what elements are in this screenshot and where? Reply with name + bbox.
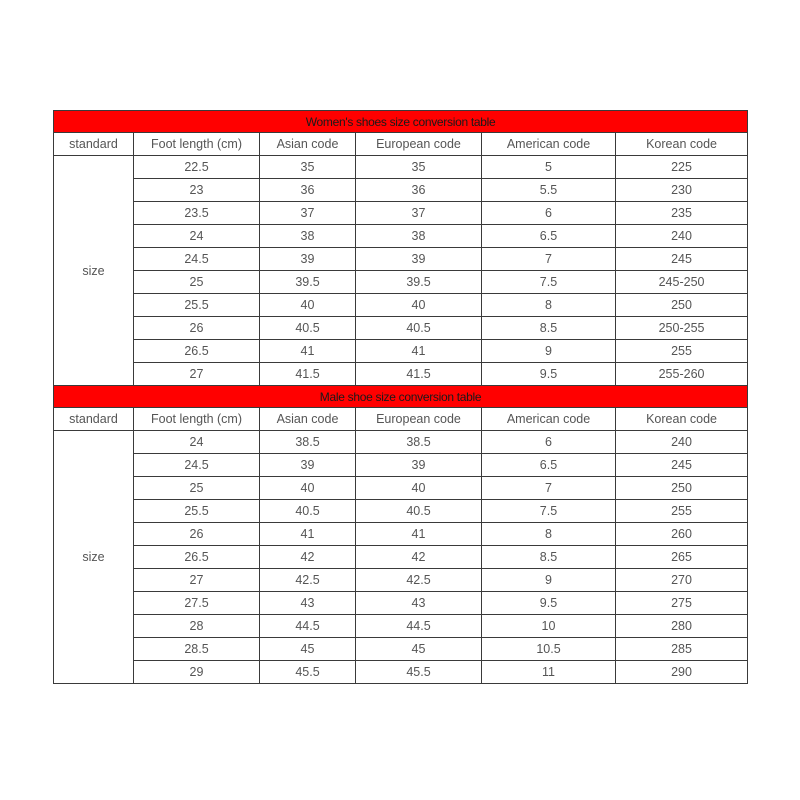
foot-length-cell: 25.5 <box>134 294 260 317</box>
korean-code-cell: 260 <box>616 523 748 546</box>
european-code-cell: 44.5 <box>356 615 482 638</box>
korean-code-cell: 250 <box>616 477 748 500</box>
womens-standard-cell: size <box>54 156 134 386</box>
american-code-cell: 7 <box>482 248 616 271</box>
asian-code-cell: 42.5 <box>260 569 356 592</box>
european-code-cell: 36 <box>356 179 482 202</box>
european-code-cell: 39 <box>356 248 482 271</box>
american-code-cell: 10 <box>482 615 616 638</box>
asian-code-cell: 45.5 <box>260 661 356 684</box>
foot-length-cell: 28.5 <box>134 638 260 661</box>
american-code-cell: 9 <box>482 340 616 363</box>
korean-code-cell: 255 <box>616 340 748 363</box>
asian-code-cell: 38.5 <box>260 431 356 454</box>
foot-length-cell: 25.5 <box>134 500 260 523</box>
foot-length-cell: 24.5 <box>134 248 260 271</box>
asian-code-cell: 35 <box>260 156 356 179</box>
column-header: Korean code <box>616 408 748 431</box>
column-header: Asian code <box>260 133 356 156</box>
foot-length-cell: 24 <box>134 431 260 454</box>
european-code-cell: 40 <box>356 477 482 500</box>
european-code-cell: 38.5 <box>356 431 482 454</box>
womens-title-row <box>54 111 748 133</box>
foot-length-cell: 29 <box>134 661 260 684</box>
column-header: Foot length (cm) <box>134 408 260 431</box>
european-code-cell: 37 <box>356 202 482 225</box>
table-row <box>54 294 748 317</box>
korean-code-cell: 285 <box>616 638 748 661</box>
european-code-cell: 42.5 <box>356 569 482 592</box>
foot-length-cell: 22.5 <box>134 156 260 179</box>
column-header: standard <box>54 133 134 156</box>
korean-code-cell: 265 <box>616 546 748 569</box>
american-code-cell: 5 <box>482 156 616 179</box>
table-row <box>54 156 748 179</box>
column-header: Foot length (cm) <box>134 133 260 156</box>
american-code-cell: 8.5 <box>482 317 616 340</box>
european-code-cell: 39 <box>356 454 482 477</box>
foot-length-cell: 26 <box>134 523 260 546</box>
table-row <box>54 523 748 546</box>
foot-length-cell: 26.5 <box>134 546 260 569</box>
european-code-cell: 45.5 <box>356 661 482 684</box>
mens-standard-cell: size <box>54 431 134 684</box>
table-row <box>54 271 748 294</box>
foot-length-cell: 26.5 <box>134 340 260 363</box>
american-code-cell: 6 <box>482 431 616 454</box>
table-row <box>54 500 748 523</box>
european-code-cell: 42 <box>356 546 482 569</box>
mens-table-title: Male shoe size conversion table <box>54 386 748 408</box>
european-code-cell: 45 <box>356 638 482 661</box>
table-row <box>54 363 748 386</box>
asian-code-cell: 40.5 <box>260 317 356 340</box>
asian-code-cell: 42 <box>260 546 356 569</box>
foot-length-cell: 27.5 <box>134 592 260 615</box>
column-header: American code <box>482 408 616 431</box>
korean-code-cell: 280 <box>616 615 748 638</box>
table-row <box>54 615 748 638</box>
foot-length-cell: 24 <box>134 225 260 248</box>
column-header: Korean code <box>616 133 748 156</box>
table-row <box>54 477 748 500</box>
american-code-cell: 5.5 <box>482 179 616 202</box>
european-code-cell: 41 <box>356 523 482 546</box>
american-code-cell: 7 <box>482 477 616 500</box>
foot-length-cell: 28 <box>134 615 260 638</box>
european-code-cell: 35 <box>356 156 482 179</box>
asian-code-cell: 37 <box>260 202 356 225</box>
asian-code-cell: 38 <box>260 225 356 248</box>
european-code-cell: 43 <box>356 592 482 615</box>
american-code-cell: 6 <box>482 202 616 225</box>
table-row <box>54 248 748 271</box>
korean-code-cell: 225 <box>616 156 748 179</box>
asian-code-cell: 41.5 <box>260 363 356 386</box>
american-code-cell: 8 <box>482 523 616 546</box>
european-code-cell: 41.5 <box>356 363 482 386</box>
american-code-cell: 11 <box>482 661 616 684</box>
table-row <box>54 340 748 363</box>
mens-header-row <box>54 408 748 431</box>
korean-code-cell: 250-255 <box>616 317 748 340</box>
table-row <box>54 661 748 684</box>
asian-code-cell: 41 <box>260 340 356 363</box>
european-code-cell: 40 <box>356 294 482 317</box>
american-code-cell: 6.5 <box>482 454 616 477</box>
womens-header-row <box>54 133 748 156</box>
american-code-cell: 8 <box>482 294 616 317</box>
table-row <box>54 546 748 569</box>
table-row <box>54 569 748 592</box>
korean-code-cell: 270 <box>616 569 748 592</box>
american-code-cell: 9.5 <box>482 363 616 386</box>
asian-code-cell: 44.5 <box>260 615 356 638</box>
column-header: American code <box>482 133 616 156</box>
american-code-cell: 9.5 <box>482 592 616 615</box>
column-header: European code <box>356 408 482 431</box>
korean-code-cell: 250 <box>616 294 748 317</box>
foot-length-cell: 25 <box>134 271 260 294</box>
foot-length-cell: 23.5 <box>134 202 260 225</box>
korean-code-cell: 245 <box>616 454 748 477</box>
korean-code-cell: 255-260 <box>616 363 748 386</box>
table-row <box>54 638 748 661</box>
column-header: European code <box>356 133 482 156</box>
korean-code-cell: 290 <box>616 661 748 684</box>
mens-title-row <box>54 386 748 408</box>
asian-code-cell: 39.5 <box>260 271 356 294</box>
table-row <box>54 202 748 225</box>
european-code-cell: 38 <box>356 225 482 248</box>
european-code-cell: 40.5 <box>356 500 482 523</box>
foot-length-cell: 23 <box>134 179 260 202</box>
foot-length-cell: 27 <box>134 569 260 592</box>
table-row <box>54 179 748 202</box>
asian-code-cell: 39 <box>260 454 356 477</box>
size-conversion-sheet <box>53 110 747 684</box>
european-code-cell: 39.5 <box>356 271 482 294</box>
american-code-cell: 7.5 <box>482 500 616 523</box>
asian-code-cell: 39 <box>260 248 356 271</box>
european-code-cell: 40.5 <box>356 317 482 340</box>
foot-length-cell: 25 <box>134 477 260 500</box>
foot-length-cell: 24.5 <box>134 454 260 477</box>
column-header: Asian code <box>260 408 356 431</box>
foot-length-cell: 27 <box>134 363 260 386</box>
table-row <box>54 592 748 615</box>
american-code-cell: 7.5 <box>482 271 616 294</box>
asian-code-cell: 45 <box>260 638 356 661</box>
asian-code-cell: 36 <box>260 179 356 202</box>
table-row <box>54 431 748 454</box>
womens-table-title: Women's shoes size conversion table <box>54 111 748 133</box>
american-code-cell: 8.5 <box>482 546 616 569</box>
asian-code-cell: 40.5 <box>260 500 356 523</box>
korean-code-cell: 235 <box>616 202 748 225</box>
korean-code-cell: 245 <box>616 248 748 271</box>
asian-code-cell: 40 <box>260 477 356 500</box>
korean-code-cell: 240 <box>616 225 748 248</box>
asian-code-cell: 41 <box>260 523 356 546</box>
korean-code-cell: 275 <box>616 592 748 615</box>
table-row <box>54 454 748 477</box>
size-conversion-table <box>53 110 748 684</box>
european-code-cell: 41 <box>356 340 482 363</box>
american-code-cell: 6.5 <box>482 225 616 248</box>
american-code-cell: 10.5 <box>482 638 616 661</box>
american-code-cell: 9 <box>482 569 616 592</box>
asian-code-cell: 43 <box>260 592 356 615</box>
korean-code-cell: 245-250 <box>616 271 748 294</box>
korean-code-cell: 240 <box>616 431 748 454</box>
table-row <box>54 317 748 340</box>
asian-code-cell: 40 <box>260 294 356 317</box>
table-row <box>54 225 748 248</box>
korean-code-cell: 255 <box>616 500 748 523</box>
foot-length-cell: 26 <box>134 317 260 340</box>
korean-code-cell: 230 <box>616 179 748 202</box>
column-header: standard <box>54 408 134 431</box>
